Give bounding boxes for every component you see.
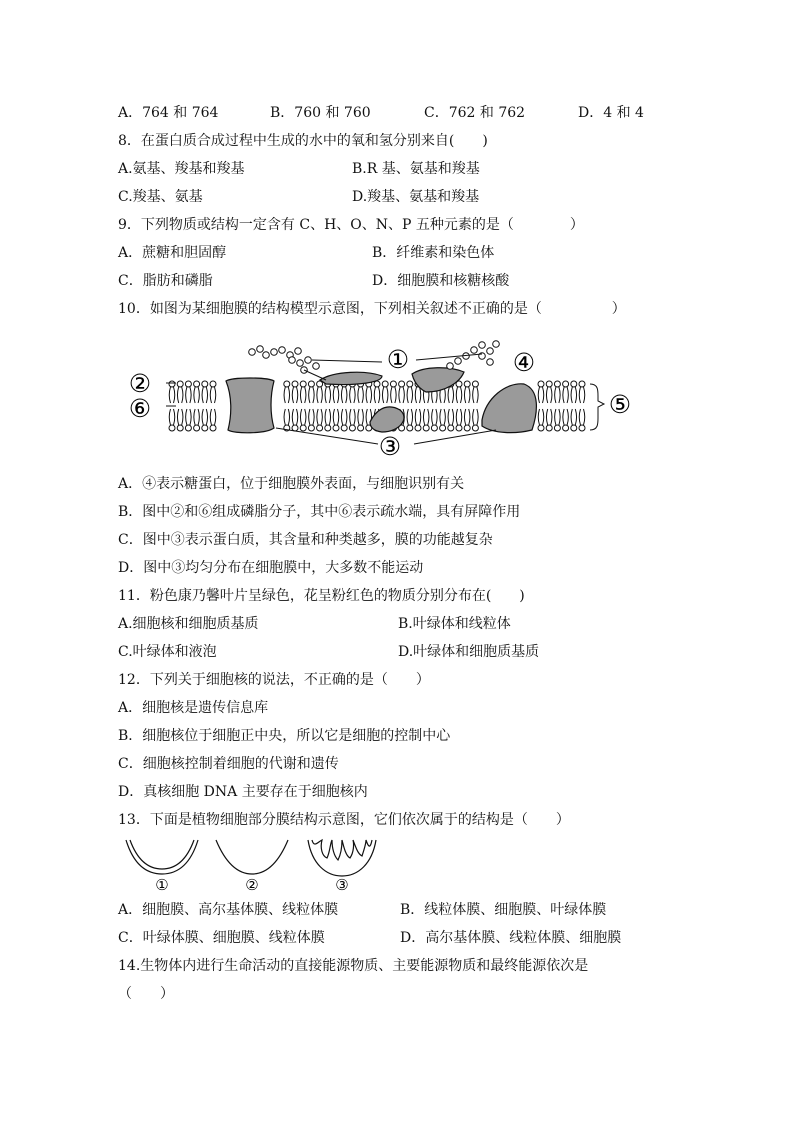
- q10-option-b: B．图中②和⑥组成磷脂分子，其中⑥表示疏水端，具有屏障作用: [118, 504, 521, 520]
- q13-stem: 13．下面是植物细胞部分膜结构示意图，它们依次属于的结构是（ ）: [118, 812, 570, 828]
- q13-option-c: C．叶绿体膜、细胞膜、线粒体膜: [118, 930, 325, 946]
- q9-option-c: C．脂肪和磷脂: [118, 273, 213, 289]
- q11-option-d: D.叶绿体和细胞质基质: [398, 644, 540, 660]
- channel-protein: [226, 378, 274, 433]
- q8-stem: 8．在蛋白质合成过程中生成的水中的氧和氢分别来自( ): [118, 133, 488, 149]
- q12-option-c: C．细胞核控制着细胞的代谢和遗传: [118, 756, 339, 772]
- q11-option-b: B.叶绿体和线粒体: [398, 616, 511, 632]
- q8-option-a: A.氨基、羧基和羧基: [118, 161, 245, 177]
- q13-option-d: D．高尔基体膜、线粒体膜、细胞膜: [400, 930, 622, 946]
- q13-option-b: B．线粒体膜、细胞膜、叶绿体膜: [400, 902, 607, 918]
- q13-option-a: A．细胞膜、高尔基体膜、线粒体膜: [118, 902, 339, 918]
- q14-answer-paren: （ ）: [118, 986, 174, 1002]
- figure-label-3: ③: [335, 876, 349, 894]
- q9-option-a: A．蔗糖和胆固醇: [118, 245, 227, 261]
- q10-option-c: C．图中③表示蛋白质，其含量和种类越多，膜的功能越复杂: [118, 532, 493, 548]
- q7-option-d: D．4 和 4: [578, 105, 644, 121]
- q9-option-b: B．纤维素和染色体: [372, 245, 495, 261]
- q12-option-d: D．真核细胞 DNA 主要存在于细胞核内: [118, 784, 368, 800]
- label-4: ④: [512, 348, 536, 377]
- single-membrane-2: [216, 840, 288, 874]
- q11-option-c: C.叶绿体和液泡: [118, 644, 217, 660]
- sugar-chain-left: [249, 346, 326, 380]
- q10-option-d: D．图中③均匀分布在细胞膜中，大多数不能运动: [118, 560, 424, 576]
- q7-option-b: B．760 和 760: [270, 105, 371, 121]
- q10-option-a: A．④表示糖蛋白，位于细胞膜外表面，与细胞识别有关: [118, 476, 465, 492]
- membrane-structures-diagram: [120, 834, 390, 894]
- q14-stem: 14.生物体内进行生命活动的直接能源物质、主要能源物质和最终能源依次是: [118, 958, 589, 974]
- q9-option-d: D．细胞膜和核糖核酸: [372, 273, 510, 289]
- label-3: ③: [378, 432, 402, 461]
- label-6: ⑥: [128, 394, 152, 423]
- label-2: ②: [128, 369, 152, 398]
- q8-option-d: D.羧基、氨基和羧基: [352, 189, 480, 205]
- q11-stem: 11．粉色康乃馨叶片呈绿色，花呈粉红色的物质分别分布在( ): [118, 588, 525, 604]
- q12-option-a: A．细胞核是遗传信息库: [118, 700, 269, 716]
- label-5: ⑤: [608, 390, 632, 419]
- q7-option-c: C．762 和 762: [424, 105, 526, 121]
- folded-membrane-3-inner: [312, 840, 372, 860]
- q10-stem: 10．如图为某细胞膜的结构模型示意图，下列相关叙述不正确的是（ ）: [118, 301, 626, 317]
- label-1: ①: [386, 345, 410, 374]
- q8-option-c: C.羧基、氨基: [118, 189, 203, 205]
- surface-protein-right: [412, 368, 464, 392]
- surface-protein-left: [320, 372, 382, 384]
- q11-option-a: A.细胞核和细胞质基质: [118, 616, 259, 632]
- q7-option-a: A．764 和 764: [118, 105, 219, 121]
- figure-label-2: ②: [245, 876, 259, 894]
- q8-option-b: B.R 基、氨基和羧基: [352, 161, 480, 177]
- q12-option-b: B．细胞核位于细胞正中央，所以它是细胞的控制中心: [118, 728, 451, 744]
- figure-label-1: ①: [155, 876, 169, 894]
- integral-protein-right: [482, 384, 536, 433]
- q9-stem: 9．下列物质或结构一定含有 C、H、O、N、P 五种元素的是（ ）: [118, 217, 584, 233]
- cell-membrane-diagram: [120, 336, 640, 464]
- q12-stem: 12．下列关于细胞核的说法，不正确的是（ ）: [118, 672, 430, 688]
